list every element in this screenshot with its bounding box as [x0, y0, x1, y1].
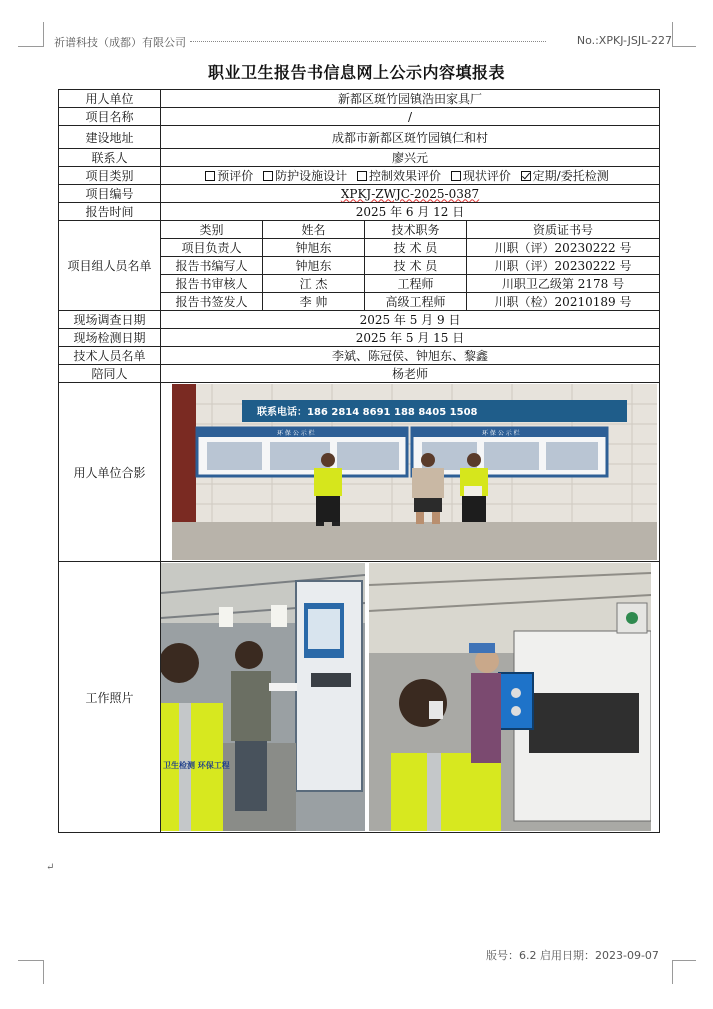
- contact-value: 廖兴元: [161, 149, 660, 167]
- tech-staff-value: 李斌、陈冠侯、钟旭东、黎鑫: [161, 347, 660, 365]
- crop-mark: [672, 960, 696, 961]
- checkbox-icon: [205, 171, 215, 181]
- category-options: [161, 167, 660, 185]
- test-date-label: 现场检测日期: [59, 329, 161, 347]
- work-photo-right: [369, 563, 651, 831]
- address-value: 成都市新都区斑竹园镇仁和村: [161, 126, 660, 149]
- checked-checkbox-icon: [521, 171, 531, 181]
- escort-value: 杨老师: [161, 365, 660, 383]
- project-name-value: /: [161, 108, 660, 126]
- page-header: [54, 34, 672, 50]
- work-photo-cell: [161, 562, 660, 833]
- team-role: 项目负责人: [161, 239, 263, 257]
- crop-mark: [18, 960, 44, 961]
- crop-mark: [672, 960, 673, 984]
- checkbox-icon: [263, 171, 273, 181]
- team-header-name: 姓名: [263, 221, 365, 239]
- team-role: 报告书编写人: [161, 257, 263, 275]
- work-photo-left: [161, 563, 365, 831]
- page-title: 职业卫生报告书信息网上公示内容填报表: [207, 63, 505, 82]
- team-title: 工程师: [365, 275, 467, 293]
- crop-mark: [18, 46, 44, 47]
- crop-mark: [672, 46, 696, 47]
- employer-label: 用人单位: [59, 90, 161, 108]
- team-cert: 川职卫乙级第 2178 号: [467, 275, 660, 293]
- address-label: 建设地址: [59, 126, 161, 149]
- report-time-label: 报告时间: [59, 203, 161, 221]
- team-name: 江 杰: [263, 275, 365, 293]
- page-footer: 版号：6.2 启用日期：2023-09-07: [486, 949, 659, 962]
- tech-staff-label: 技术人员名单: [59, 347, 161, 365]
- checkbox-icon: [451, 171, 461, 181]
- project-name-label: 项目名称: [59, 108, 161, 126]
- team-cert: 川职（检）20210189 号: [467, 293, 660, 311]
- category-option-pre[interactable]: 预评价: [205, 169, 253, 183]
- header-company: 祈谱科技（成都）有限公司: [54, 36, 186, 49]
- team-header-title: 技术职务: [365, 221, 467, 239]
- team-title: 技 术 员: [365, 239, 467, 257]
- project-no-label: 项目编号: [59, 185, 161, 203]
- team-role: 报告书签发人: [161, 293, 263, 311]
- vest-text: 卫生检测 环保工程: [163, 761, 230, 770]
- team-title: 技 术 员: [365, 257, 467, 275]
- survey-date-value: 2025 年 5 月 9 日: [161, 311, 660, 329]
- team-cert: 川职（评）20230222 号: [467, 239, 660, 257]
- paragraph-mark: ↵: [46, 862, 55, 873]
- category-option-status[interactable]: 现状评价: [451, 169, 511, 183]
- employer-value: 新都区斑竹园镇浩田家具厂: [161, 90, 660, 108]
- group-photo-cell: [161, 383, 660, 562]
- team-label: 项目组人员名单: [59, 221, 161, 311]
- group-photo-image: [172, 384, 657, 560]
- banner-phone-text: 联系电话：186 2814 8691 188 8405 1508: [257, 407, 478, 418]
- team-name: 钟旭东: [263, 239, 365, 257]
- project-no-value: XPKJ-ZWJC-2025-0387: [161, 185, 660, 203]
- header-doc-no: No.:XPKJ-JSJL-227: [576, 34, 672, 47]
- group-photo-label: 用人单位合影: [59, 383, 161, 562]
- test-date-value: 2025 年 5 月 15 日: [161, 329, 660, 347]
- report-time-value: 2025 年 6 月 12 日: [161, 203, 660, 221]
- team-header-role: 类别: [161, 221, 263, 239]
- checkbox-icon: [357, 171, 367, 181]
- category-label: 项目类别: [59, 167, 161, 185]
- crop-mark: [672, 22, 673, 46]
- team-role: 报告书审核人: [161, 275, 263, 293]
- work-photo-label: 工作照片: [59, 562, 161, 833]
- team-name: 李 帅: [263, 293, 365, 311]
- contact-label: 联系人: [59, 149, 161, 167]
- header-leader-dots: [190, 41, 546, 42]
- crop-mark: [43, 22, 44, 46]
- team-name: 钟旭东: [263, 257, 365, 275]
- board-left-title: 环 保 公 示 栏: [277, 430, 315, 437]
- work-photo-left-image: [161, 563, 365, 831]
- work-photo-right-image: [369, 563, 651, 831]
- team-header-cert: 资质证书号: [467, 221, 660, 239]
- team-cert: 川职（评）20230222 号: [467, 257, 660, 275]
- crop-mark: [43, 960, 44, 984]
- board-right-title: 环 保 公 示 栏: [482, 430, 520, 437]
- team-title: 高级工程师: [365, 293, 467, 311]
- group-photo: [172, 384, 657, 560]
- category-option-control[interactable]: 控制效果评价: [357, 169, 441, 183]
- category-option-design[interactable]: 防护设施设计: [263, 169, 347, 183]
- escort-label: 陪同人: [59, 365, 161, 383]
- info-table: [58, 89, 660, 833]
- survey-date-label: 现场调查日期: [59, 311, 161, 329]
- category-option-periodic[interactable]: 定期/委托检测: [521, 169, 609, 183]
